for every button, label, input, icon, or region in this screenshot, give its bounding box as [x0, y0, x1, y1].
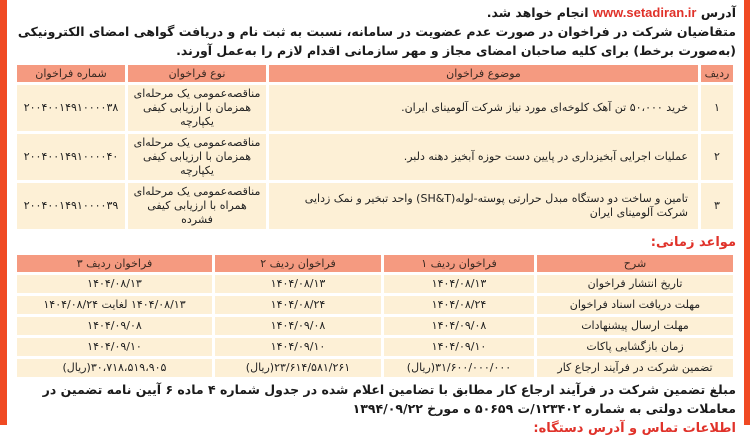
table-row	[17, 275, 733, 293]
table-row	[17, 296, 733, 314]
row-index: ۱	[701, 85, 733, 131]
row-tender-1: ۱۴۰۴/۰۸/۱۳	[384, 275, 534, 293]
tenders-table	[14, 62, 736, 232]
col-description: شرح	[537, 255, 733, 272]
row-label: مهلت دریافت اسناد فراخوان	[537, 296, 733, 314]
row-type: مناقصه‌عمومی یک مرحله‌ای همزمان با ارزیابی کیفی یکپارچه	[128, 134, 266, 180]
table-row	[17, 134, 733, 180]
col-subject: موضوع فراخوان	[269, 65, 698, 82]
registration-notice: متقاضیان شرکت در فراخوان در صورت عدم عضویت در سامانه، نسبت به ثبت نام و دریافت گواهی امضای الکترونیکی (به‌صورت برخط) برای کلیه صاحبان امضای مجاز و مهر سازمانی اقدام لازم را به‌عمل آورند.	[17, 24, 736, 58]
contact-title: اطلاعات تماس و آدرس دستگاه:	[533, 421, 736, 436]
left-border-strip	[0, 0, 7, 425]
address-suffix: انجام خواهد شد.	[486, 5, 589, 20]
row-number: ۲۰۰۴۰۰۱۴۹۱۰۰۰۰۳۸	[17, 85, 125, 131]
row-number: ۲۰۰۴۰۰۱۴۹۱۰۰۰۰۳۹	[17, 183, 125, 229]
address-line	[14, 3, 736, 22]
website-link[interactable]: www.setadiran.ir	[592, 5, 697, 20]
row-label: تاریخ انتشار فراخوان	[537, 275, 733, 293]
right-border-strip	[744, 0, 750, 425]
table-row	[17, 317, 733, 335]
row-subject: تامین و ساخت دو دستگاه مبدل حرارتی پوسته-لوله(SH&T) واحد تبخیر و نمک زدایی شرکت آلومینای ایران	[269, 183, 698, 229]
row-subject: عملیات اجرایی آبخیزداری در پایین دست حوزه آبخیز دهنه دلبر.	[269, 134, 698, 180]
row-tender-2: ۱۴۰۴/۰۹/۰۸	[215, 317, 381, 335]
row-number: ۲۰۰۴۰۰۱۴۹۱۰۰۰۰۴۰	[17, 134, 125, 180]
tenders-table-header	[17, 65, 733, 82]
row-type: مناقصه‌عمومی یک مرحله‌ای همراه با ارزیابی کیفی فشرده	[128, 183, 266, 229]
col-type: نوع فراخوان	[128, 65, 266, 82]
row-tender-2: ۱۴۰۴/۰۹/۱۰	[215, 338, 381, 356]
row-tender-3: ۱۴۰۴/۰۹/۰۸	[17, 317, 212, 335]
tender-notice	[14, 0, 736, 438]
row-label: مهلت ارسال پیشنهادات	[537, 317, 733, 335]
address-prefix: آدرس	[700, 5, 736, 20]
table-row	[17, 183, 733, 229]
row-label: زمان بازگشایی پاکات	[537, 338, 733, 356]
row-tender-2: ۱۴۰۴/۰۸/۱۳	[215, 275, 381, 293]
table-row	[17, 359, 733, 377]
schedule-table	[14, 252, 736, 380]
col-tender-2: فراخوان ردیف ۲	[215, 255, 381, 272]
row-tender-3: ۱۴۰۴/۰۸/۱۳ لغایت ۱۴۰۴/۰۸/۲۴	[17, 296, 212, 314]
row-index: ۳	[701, 183, 733, 229]
row-tender-2: ۲۳/۶۱۴/۵۸۱/۲۶۱(ریال)	[215, 359, 381, 377]
row-tender-3: ۱۴۰۴/۰۹/۱۰	[17, 338, 212, 356]
row-tender-1: ۳۱/۶۰۰/۰۰۰/۰۰۰(ریال)	[384, 359, 534, 377]
row-tender-3: ۳۰،۷۱۸،۵۱۹،۹۰۵(ریال)	[17, 359, 212, 377]
row-tender-1: ۱۴۰۴/۰۸/۲۴	[384, 296, 534, 314]
col-index: ردیف	[701, 65, 733, 82]
col-number: شماره فراخوان	[17, 65, 125, 82]
row-label: تضمین شرکت در فرآیند ارجاع کار	[537, 359, 733, 377]
guarantee-note: مبلغ تضمین شرکت در فرآیند ارجاع کار مطابق با تضامین اعلام شده در جدول شماره ۴ ماده ۶ آیین نامه تضمین در معاملات دولتی به شماره ۱۲۳۴۰۲/ت ۵۰۶۵۹ ه مورخ ۱۳۹۴/۰۹/۲۲	[42, 382, 736, 416]
row-tender-2: ۱۴۰۴/۰۸/۲۴	[215, 296, 381, 314]
col-tender-1: فراخوان ردیف ۱	[384, 255, 534, 272]
row-index: ۲	[701, 134, 733, 180]
schedule-table-header	[17, 255, 733, 272]
row-tender-1: ۱۴۰۴/۰۹/۰۸	[384, 317, 534, 335]
table-row	[17, 85, 733, 131]
schedule-title: مواعد زمانی:	[650, 235, 736, 250]
row-tender-3: ۱۴۰۴/۰۸/۱۳	[17, 275, 212, 293]
col-tender-3: فراخوان ردیف ۳	[17, 255, 212, 272]
row-subject: خرید ۵۰،۰۰۰ تن آهک کلوخه‌ای مورد نیاز شرکت آلومینای ایران.	[269, 85, 698, 131]
row-type: مناقصه‌عمومی یک مرحله‌ای همزمان با ارزیابی کیفی یکپارچه	[128, 85, 266, 131]
row-tender-1: ۱۴۰۴/۰۹/۱۰	[384, 338, 534, 356]
table-row	[17, 338, 733, 356]
